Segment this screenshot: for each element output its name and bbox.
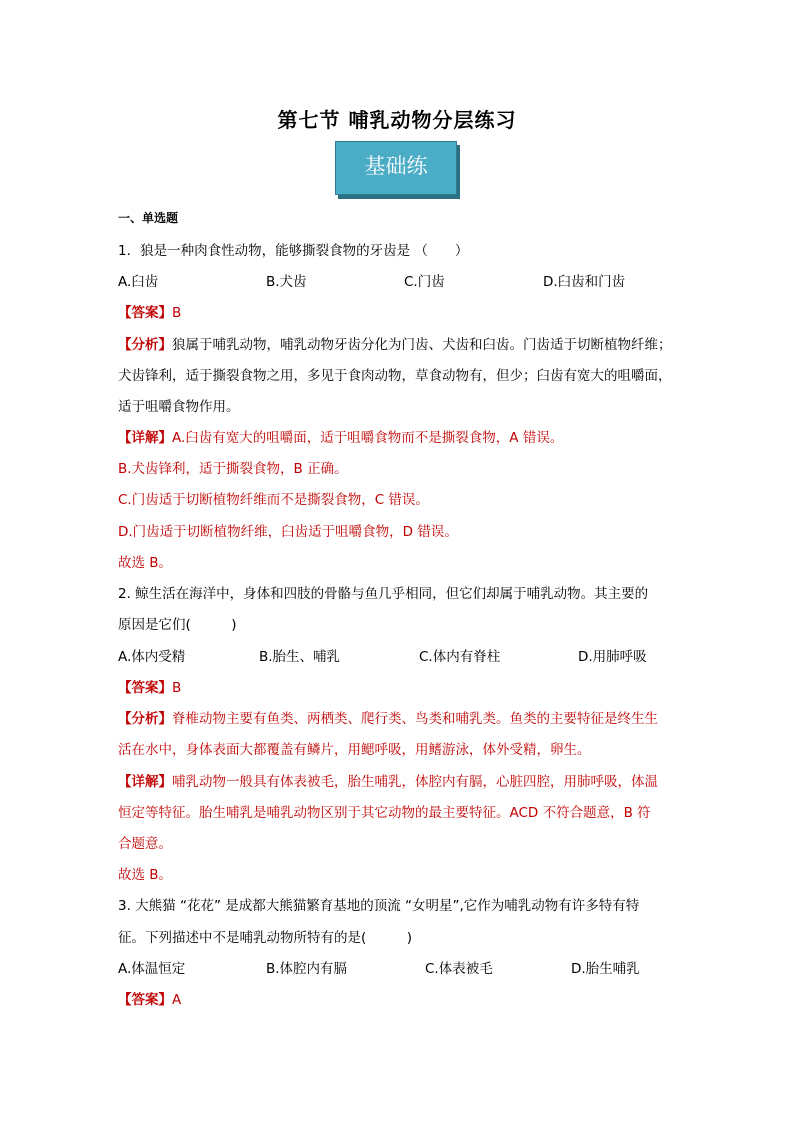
answer-label: 【答案】 [118,992,172,1008]
detail-label: 【详解】 [118,774,172,790]
q1-analysis-line: 【分析】狼属于哺乳动物，哺乳动物牙齿分化为门齿、犬齿和臼齿。门齿适于切断植物纤维； [118,337,672,353]
page-title: 第七节 哺乳动物分层练习 [277,108,517,132]
q1-conclusion: 故选 B。 [118,555,173,571]
q2-option-d: D.用肺呼吸 [578,649,647,665]
q3-option-a: A.体温恒定 [118,961,186,977]
answer-value: B [172,305,182,321]
q2-stem: 2. 鲸生活在海洋中，身体和四肢的骨骼与鱼几乎相同，但它们却属于哺乳动物。其主要的 [118,586,649,602]
level-badge: 基础练 [335,141,457,195]
q1-detail-line: C.门齿适于切断植物纤维而不是撕裂食物，C 错误。 [118,492,429,508]
q1-stem: 1．狼是一种肉食性动物，能够撕裂食物的牙齿是 （ ） [118,243,469,259]
q2-answer [118,676,181,696]
q3-option-c: C.体表被毛 [425,961,493,977]
answer-label: 【答案】 [118,305,172,321]
q1-option-d: D.臼齿和门齿 [543,274,626,290]
q1-analysis-line: 犬齿锋利，适于撕裂食物之用，多见于食肉动物，草食动物有，但少；臼齿有宽大的咀嚼面， [118,368,672,384]
q2-conclusion: 故选 B。 [118,867,173,883]
q2-analysis-line: 活在水中，身体表面大都覆盖有鳞片，用鳃呼吸，用鳍游泳，体外受精，卵生。 [118,742,591,758]
q2-option-c: C.体内有脊柱 [419,649,501,665]
answer-value: A [172,992,182,1008]
section-heading: 一、单选题 [118,211,179,225]
q2-detail-line: 【详解】哺乳动物一般具有体表被毛，胎生哺乳，体腔内有膈，心脏四腔，用肺呼吸，体温 [118,774,658,790]
q3-option-d: D.胎生哺乳 [571,961,640,977]
q2-detail-line: 恒定等特征。胎生哺乳是哺乳动物区别于其它动物的最主要特征。ACD 不符合题意，B 符 [118,805,651,821]
q1-detail-line: 【详解】A.臼齿有宽大的咀嚼面，适于咀嚼食物而不是撕裂食物，A 错误。 [118,430,564,446]
answer-label: 【答案】 [118,680,172,696]
detail-label: 【详解】 [118,430,172,446]
analysis-label: 【分析】 [118,337,172,353]
q1-detail-line: B.犬齿锋利，适于撕裂食物，B 正确。 [118,461,348,477]
q3-stem: 3. 大熊猫 “花花” 是成都大熊猫繁育基地的顶流 “女明星”,它作为哺乳动物有许多特有特 [118,898,640,914]
q2-option-a: A.体内受精 [118,649,186,665]
q2-option-b: B.胎生、哺乳 [259,649,341,665]
q1-option-a: A.臼齿 [118,274,159,290]
answer-value: B [172,680,182,696]
q2-detail-line: 合题意。 [118,836,172,852]
q1-answer [118,301,181,321]
q1-option-c: C.门齿 [404,274,445,290]
analysis-label: 【分析】 [118,711,172,727]
q2-stem: 原因是它们( ) [118,617,237,633]
q3-answer [118,988,181,1008]
q1-option-b: B.犬齿 [266,274,307,290]
q3-option-b: B.体腔内有膈 [266,961,348,977]
q3-stem: 征。下列描述中不是哺乳动物所特有的是( ) [118,930,413,946]
q1-detail-line: D.门齿适于切断植物纤维，臼齿适于咀嚼食物，D 错误。 [118,524,458,540]
q1-analysis-line: 适于咀嚼食物作用。 [118,399,240,415]
q2-analysis-line: 【分析】脊椎动物主要有鱼类、两栖类、爬行类、鸟类和哺乳类。鱼类的主要特征是终生生 [118,711,658,727]
